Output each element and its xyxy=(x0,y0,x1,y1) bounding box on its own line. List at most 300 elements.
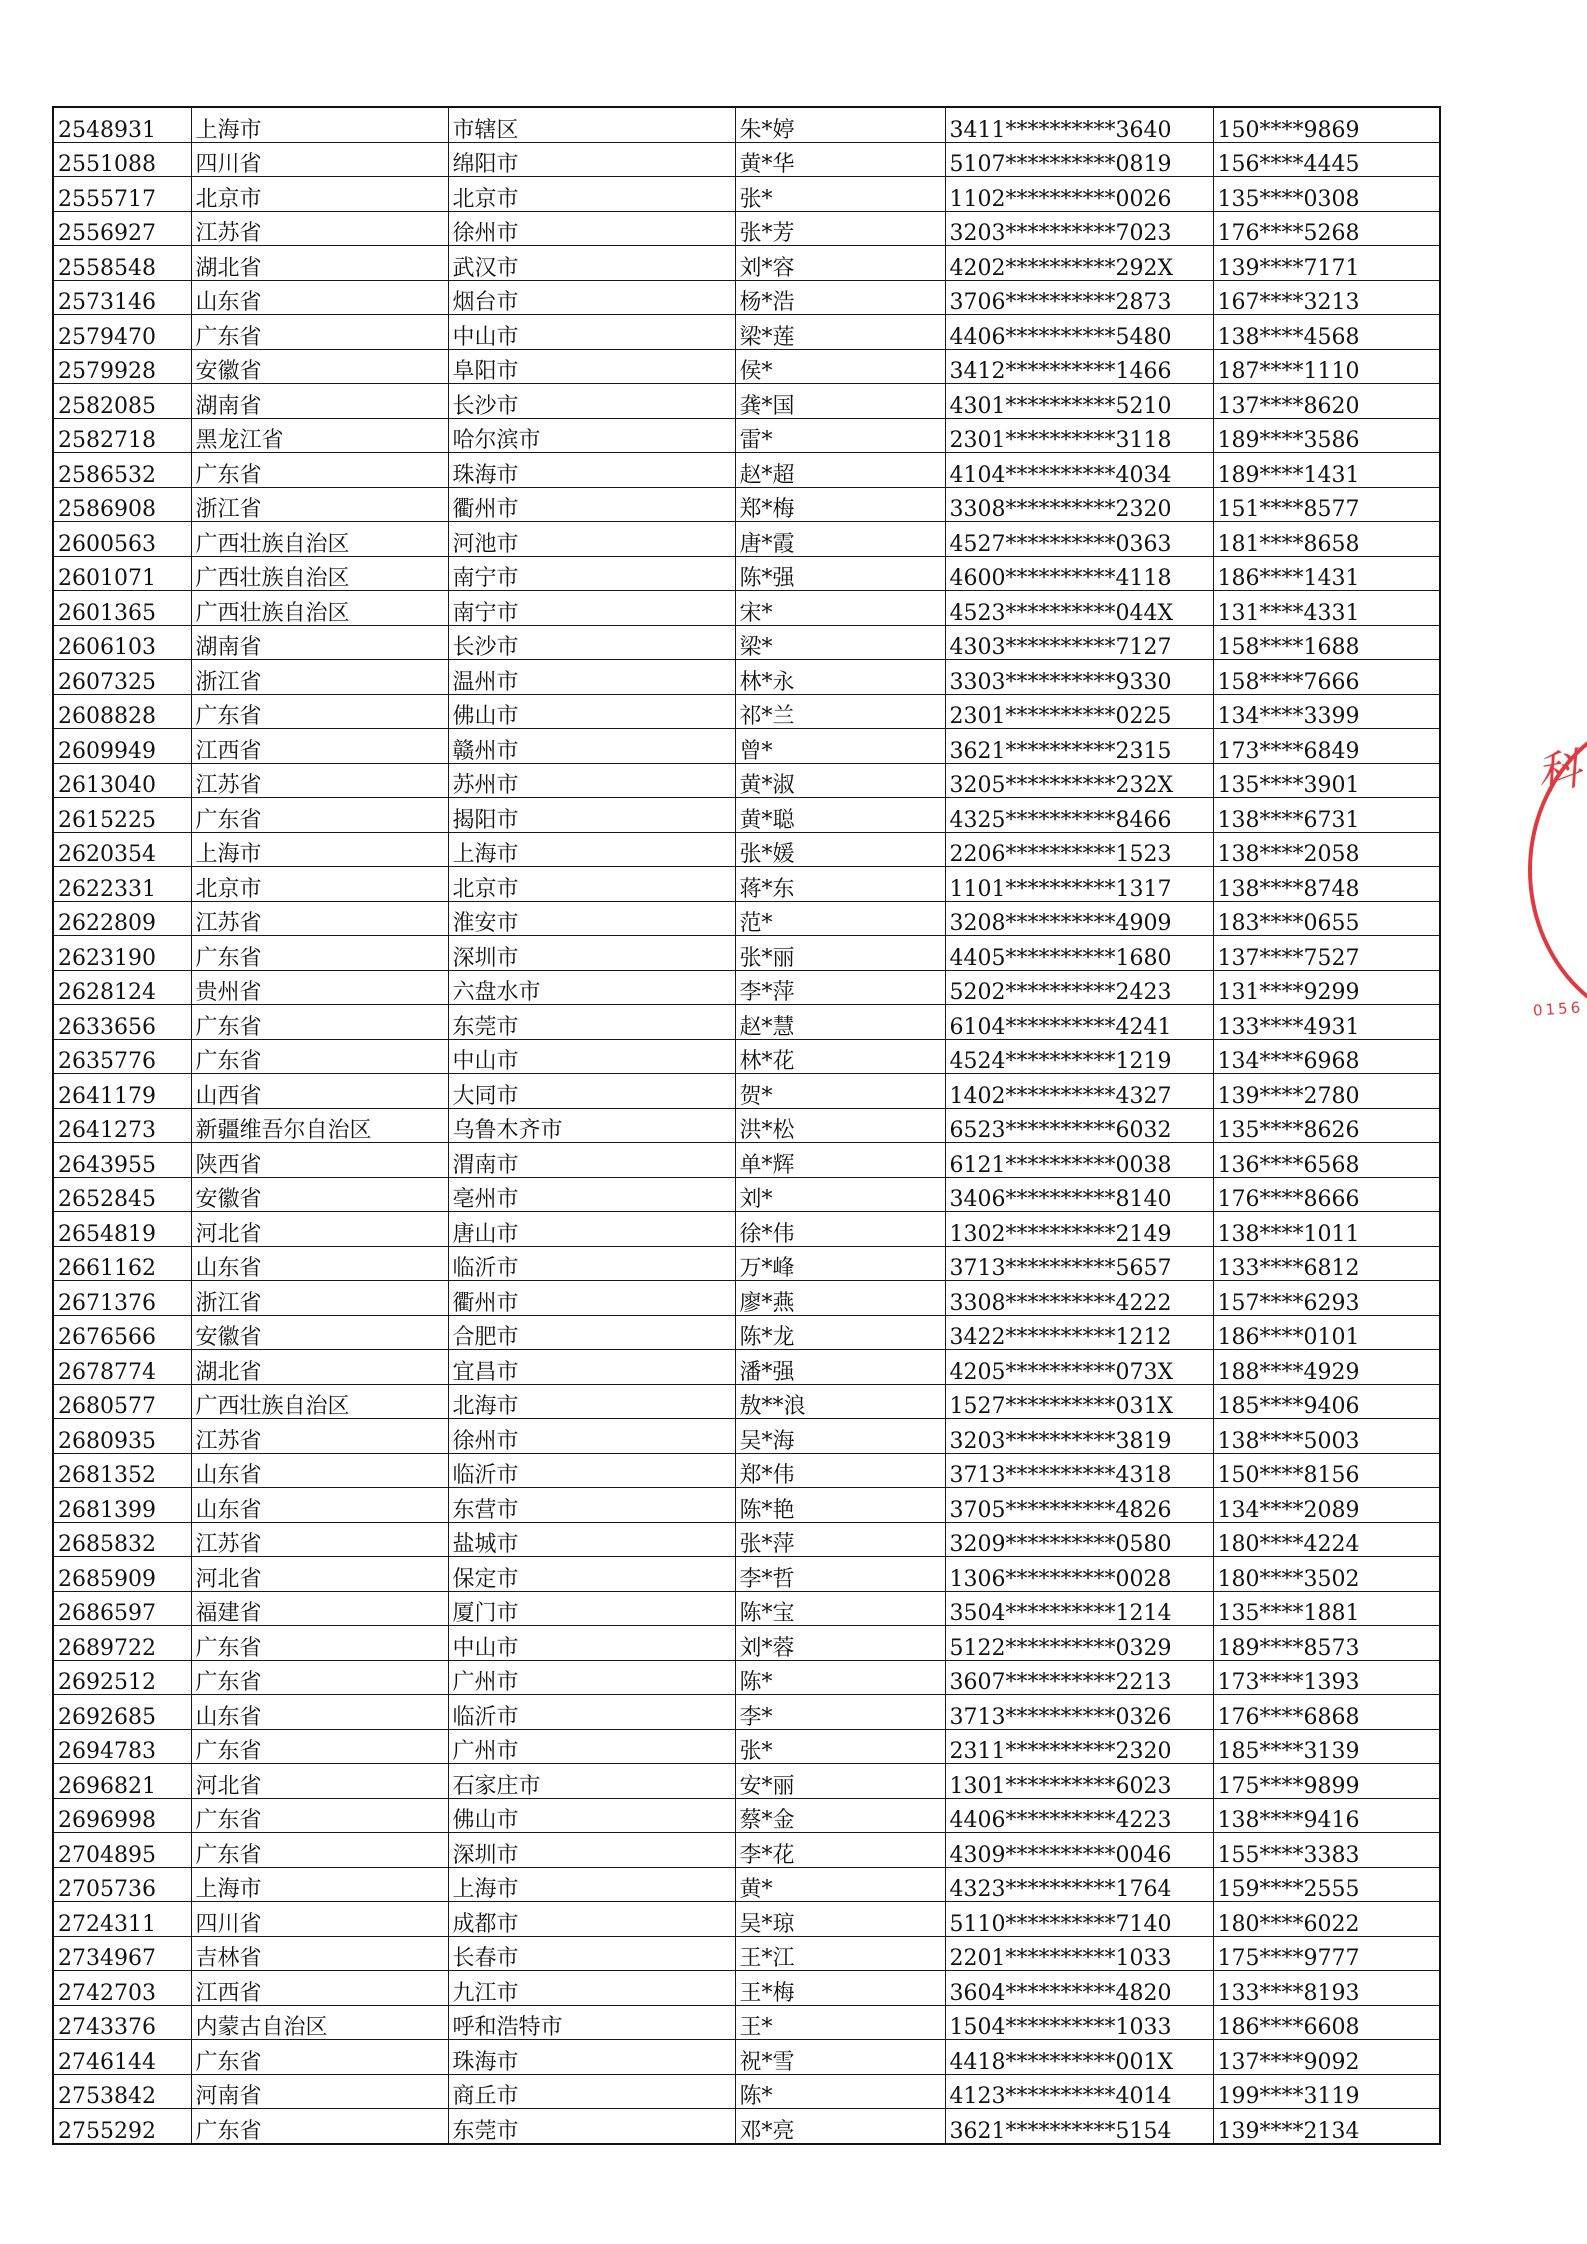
name-cell: 李*花 xyxy=(735,1833,945,1868)
name-cell: 吴*海 xyxy=(735,1419,945,1454)
id-number-cell: 3706**********2873 xyxy=(945,280,1213,315)
record-id-cell: 2680577 xyxy=(53,1384,191,1419)
table-row xyxy=(53,1212,1440,1247)
city-cell: 中山市 xyxy=(448,1626,735,1661)
province-cell: 北京市 xyxy=(191,177,448,212)
city-cell: 北海市 xyxy=(448,1384,735,1419)
city-cell: 南宁市 xyxy=(448,556,735,591)
province-cell: 内蒙古自治区 xyxy=(191,2005,448,2040)
province-cell: 江苏省 xyxy=(191,1419,448,1454)
table-row xyxy=(53,1936,1440,1971)
province-cell: 安徽省 xyxy=(191,349,448,384)
table-row xyxy=(53,625,1440,660)
record-id-cell: 2609949 xyxy=(53,729,191,764)
name-cell: 唐*霞 xyxy=(735,522,945,557)
id-number-cell: 4309**********0046 xyxy=(945,1833,1213,1868)
table-row xyxy=(53,1143,1440,1178)
name-cell: 单*辉 xyxy=(735,1143,945,1178)
id-number-cell: 5202**********2423 xyxy=(945,970,1213,1005)
id-number-cell: 3412**********1466 xyxy=(945,349,1213,384)
province-cell: 江苏省 xyxy=(191,901,448,936)
name-cell: 龚*国 xyxy=(735,384,945,419)
province-cell: 新疆维吾尔自治区 xyxy=(191,1108,448,1143)
city-cell: 唐山市 xyxy=(448,1212,735,1247)
table-row xyxy=(53,1522,1440,1557)
id-number-cell: 3303**********9330 xyxy=(945,660,1213,695)
id-number-cell: 1402**********4327 xyxy=(945,1074,1213,1109)
table-row xyxy=(53,556,1440,591)
table-row xyxy=(53,660,1440,695)
city-cell: 广州市 xyxy=(448,1729,735,1764)
record-id-cell: 2681399 xyxy=(53,1488,191,1523)
table-row xyxy=(53,1833,1440,1868)
name-cell: 徐*伟 xyxy=(735,1212,945,1247)
record-id-cell: 2551088 xyxy=(53,142,191,177)
phone-cell: 176****6868 xyxy=(1213,1695,1440,1730)
phone-cell: 138****4568 xyxy=(1213,315,1440,350)
phone-cell: 151****8577 xyxy=(1213,487,1440,522)
name-cell: 祝*雪 xyxy=(735,2040,945,2075)
table-row xyxy=(53,1246,1440,1281)
province-cell: 湖南省 xyxy=(191,384,448,419)
name-cell: 张*萍 xyxy=(735,1522,945,1557)
province-cell: 广西壮族自治区 xyxy=(191,591,448,626)
name-cell: 陈*艳 xyxy=(735,1488,945,1523)
table-row xyxy=(53,2005,1440,2040)
table-row xyxy=(53,1384,1440,1419)
name-cell: 祁*兰 xyxy=(735,694,945,729)
province-cell: 广东省 xyxy=(191,1626,448,1661)
name-cell: 王*梅 xyxy=(735,1971,945,2006)
city-cell: 北京市 xyxy=(448,177,735,212)
province-cell: 广西壮族自治区 xyxy=(191,556,448,591)
id-number-cell: 5107**********0819 xyxy=(945,142,1213,177)
province-cell: 广东省 xyxy=(191,2040,448,2075)
id-number-cell: 4600**********4118 xyxy=(945,556,1213,591)
province-cell: 湖南省 xyxy=(191,625,448,660)
province-cell: 广东省 xyxy=(191,1660,448,1695)
city-cell: 临沂市 xyxy=(448,1695,735,1730)
name-cell: 刘*蓉 xyxy=(735,1626,945,1661)
city-cell: 上海市 xyxy=(448,1867,735,1902)
province-cell: 广东省 xyxy=(191,798,448,833)
record-id-cell: 2620354 xyxy=(53,832,191,867)
city-cell: 呼和浩特市 xyxy=(448,2005,735,2040)
name-cell: 蒋*东 xyxy=(735,867,945,902)
name-cell: 黄*华 xyxy=(735,142,945,177)
province-cell: 江西省 xyxy=(191,1971,448,2006)
phone-cell: 133****4931 xyxy=(1213,1005,1440,1040)
record-id-cell: 2724311 xyxy=(53,1902,191,1937)
phone-cell: 158****1688 xyxy=(1213,625,1440,660)
record-id-cell: 2652845 xyxy=(53,1177,191,1212)
record-id-cell: 2586908 xyxy=(53,487,191,522)
table-row xyxy=(53,453,1440,488)
name-cell: 黄*淑 xyxy=(735,763,945,798)
name-cell: 黄*聪 xyxy=(735,798,945,833)
name-cell: 王* xyxy=(735,2005,945,2040)
table-row xyxy=(53,280,1440,315)
id-number-cell: 3209**********0580 xyxy=(945,1522,1213,1557)
city-cell: 绵阳市 xyxy=(448,142,735,177)
city-cell: 武汉市 xyxy=(448,246,735,281)
id-number-cell: 2206**********1523 xyxy=(945,832,1213,867)
name-cell: 郑*梅 xyxy=(735,487,945,522)
province-cell: 上海市 xyxy=(191,107,448,142)
province-cell: 山东省 xyxy=(191,1488,448,1523)
table-row xyxy=(53,522,1440,557)
name-cell: 邓*亮 xyxy=(735,2109,945,2144)
name-cell: 敖**浪 xyxy=(735,1384,945,1419)
province-cell: 河北省 xyxy=(191,1764,448,1799)
record-id-cell: 2685909 xyxy=(53,1557,191,1592)
name-cell: 杨*浩 xyxy=(735,280,945,315)
record-id-cell: 2686597 xyxy=(53,1591,191,1626)
city-cell: 广州市 xyxy=(448,1660,735,1695)
name-cell: 李* xyxy=(735,1695,945,1730)
phone-cell: 159****2555 xyxy=(1213,1867,1440,1902)
name-cell: 吴*琼 xyxy=(735,1902,945,1937)
province-cell: 河南省 xyxy=(191,2074,448,2109)
name-cell: 陈* xyxy=(735,1660,945,1695)
record-id-cell: 2579470 xyxy=(53,315,191,350)
province-cell: 广东省 xyxy=(191,2109,448,2144)
city-cell: 临沂市 xyxy=(448,1246,735,1281)
record-id-cell: 2548931 xyxy=(53,107,191,142)
record-id-cell: 2606103 xyxy=(53,625,191,660)
id-number-cell: 4406**********4223 xyxy=(945,1798,1213,1833)
record-id-cell: 2743376 xyxy=(53,2005,191,2040)
id-number-cell: 3406**********8140 xyxy=(945,1177,1213,1212)
id-number-cell: 4523**********044X xyxy=(945,591,1213,626)
city-cell: 深圳市 xyxy=(448,1833,735,1868)
id-number-cell: 4405**********1680 xyxy=(945,936,1213,971)
record-id-cell: 2734967 xyxy=(53,1936,191,1971)
record-id-cell: 2600563 xyxy=(53,522,191,557)
record-id-cell: 2615225 xyxy=(53,798,191,833)
table-row xyxy=(53,1798,1440,1833)
phone-cell: 180****4224 xyxy=(1213,1522,1440,1557)
table-row xyxy=(53,1557,1440,1592)
record-id-cell: 2608828 xyxy=(53,694,191,729)
table-row xyxy=(53,1695,1440,1730)
name-cell: 赵*慧 xyxy=(735,1005,945,1040)
name-cell: 陈*宝 xyxy=(735,1591,945,1626)
phone-cell: 131****9299 xyxy=(1213,970,1440,1005)
city-cell: 北京市 xyxy=(448,867,735,902)
city-cell: 亳州市 xyxy=(448,1177,735,1212)
province-cell: 广东省 xyxy=(191,315,448,350)
phone-cell: 175****9777 xyxy=(1213,1936,1440,1971)
province-cell: 江苏省 xyxy=(191,1522,448,1557)
name-cell: 王*江 xyxy=(735,1936,945,1971)
record-id-cell: 2613040 xyxy=(53,763,191,798)
table-row xyxy=(53,591,1440,626)
record-id-cell: 2586532 xyxy=(53,453,191,488)
name-cell: 张*媛 xyxy=(735,832,945,867)
table-row xyxy=(53,867,1440,902)
record-id-cell: 2680935 xyxy=(53,1419,191,1454)
name-cell: 蔡*金 xyxy=(735,1798,945,1833)
city-cell: 保定市 xyxy=(448,1557,735,1592)
province-cell: 广西壮族自治区 xyxy=(191,1384,448,1419)
table-row xyxy=(53,729,1440,764)
id-number-cell: 3604**********4820 xyxy=(945,1971,1213,2006)
id-number-cell: 3713**********5657 xyxy=(945,1246,1213,1281)
id-number-cell: 6104**********4241 xyxy=(945,1005,1213,1040)
name-cell: 张*芳 xyxy=(735,211,945,246)
city-cell: 商丘市 xyxy=(448,2074,735,2109)
record-table xyxy=(52,106,1441,2145)
table-row xyxy=(53,694,1440,729)
table-row xyxy=(53,763,1440,798)
city-cell: 乌鲁木齐市 xyxy=(448,1108,735,1143)
city-cell: 九江市 xyxy=(448,1971,735,2006)
phone-cell: 157****6293 xyxy=(1213,1281,1440,1316)
red-seal-stamp xyxy=(1528,710,1587,1040)
city-cell: 长沙市 xyxy=(448,625,735,660)
phone-cell: 186****0101 xyxy=(1213,1315,1440,1350)
province-cell: 安徽省 xyxy=(191,1315,448,1350)
phone-cell: 158****7666 xyxy=(1213,660,1440,695)
id-number-cell: 2301**********0225 xyxy=(945,694,1213,729)
phone-cell: 199****3119 xyxy=(1213,2074,1440,2109)
record-id-cell: 2704895 xyxy=(53,1833,191,1868)
city-cell: 东营市 xyxy=(448,1488,735,1523)
phone-cell: 135****0308 xyxy=(1213,177,1440,212)
id-number-cell: 5122**********0329 xyxy=(945,1626,1213,1661)
province-cell: 广东省 xyxy=(191,453,448,488)
id-number-cell: 5110**********7140 xyxy=(945,1902,1213,1937)
phone-cell: 189****1431 xyxy=(1213,453,1440,488)
province-cell: 浙江省 xyxy=(191,660,448,695)
record-table-body xyxy=(53,107,1440,2144)
table-row xyxy=(53,1315,1440,1350)
table-row xyxy=(53,1626,1440,1661)
record-id-cell: 2689722 xyxy=(53,1626,191,1661)
phone-cell: 134****2089 xyxy=(1213,1488,1440,1523)
phone-cell: 189****3586 xyxy=(1213,418,1440,453)
record-id-cell: 2671376 xyxy=(53,1281,191,1316)
record-id-cell: 2676566 xyxy=(53,1315,191,1350)
id-number-cell: 6121**********0038 xyxy=(945,1143,1213,1178)
city-cell: 河池市 xyxy=(448,522,735,557)
city-cell: 徐州市 xyxy=(448,1419,735,1454)
record-id-cell: 2705736 xyxy=(53,1867,191,1902)
record-id-cell: 2746144 xyxy=(53,2040,191,2075)
id-number-cell: 1527**********031X xyxy=(945,1384,1213,1419)
province-cell: 江苏省 xyxy=(191,763,448,798)
province-cell: 广东省 xyxy=(191,1729,448,1764)
name-cell: 张* xyxy=(735,177,945,212)
id-number-cell: 3203**********7023 xyxy=(945,211,1213,246)
record-id-cell: 2573146 xyxy=(53,280,191,315)
table-row xyxy=(53,1453,1440,1488)
phone-cell: 156****4445 xyxy=(1213,142,1440,177)
id-number-cell: 3504**********1214 xyxy=(945,1591,1213,1626)
city-cell: 宜昌市 xyxy=(448,1350,735,1385)
province-cell: 江西省 xyxy=(191,729,448,764)
table-row xyxy=(53,1108,1440,1143)
phone-cell: 183****0655 xyxy=(1213,901,1440,936)
name-cell: 赵*超 xyxy=(735,453,945,488)
table-row xyxy=(53,1005,1440,1040)
phone-cell: 138****1011 xyxy=(1213,1212,1440,1247)
city-cell: 中山市 xyxy=(448,315,735,350)
phone-cell: 185****3139 xyxy=(1213,1729,1440,1764)
record-id-cell: 2635776 xyxy=(53,1039,191,1074)
id-number-cell: 2311**********2320 xyxy=(945,1729,1213,1764)
city-cell: 珠海市 xyxy=(448,2040,735,2075)
table-row xyxy=(53,832,1440,867)
id-number-cell: 3308**********2320 xyxy=(945,487,1213,522)
province-cell: 山东省 xyxy=(191,1695,448,1730)
id-number-cell: 1504**********1033 xyxy=(945,2005,1213,2040)
phone-cell: 138****2058 xyxy=(1213,832,1440,867)
name-cell: 万*峰 xyxy=(735,1246,945,1281)
phone-cell: 134****3399 xyxy=(1213,694,1440,729)
name-cell: 安*丽 xyxy=(735,1764,945,1799)
table-row xyxy=(53,1660,1440,1695)
phone-cell: 155****3383 xyxy=(1213,1833,1440,1868)
table-row xyxy=(53,418,1440,453)
phone-cell: 137****8620 xyxy=(1213,384,1440,419)
id-number-cell: 4418**********001X xyxy=(945,2040,1213,2075)
name-cell: 雷* xyxy=(735,418,945,453)
id-number-cell: 3621**********2315 xyxy=(945,729,1213,764)
table-row xyxy=(53,246,1440,281)
id-number-cell: 4524**********1219 xyxy=(945,1039,1213,1074)
name-cell: 贺* xyxy=(735,1074,945,1109)
phone-cell: 138****8748 xyxy=(1213,867,1440,902)
record-id-cell: 2582085 xyxy=(53,384,191,419)
id-number-cell: 4325**********8466 xyxy=(945,798,1213,833)
province-cell: 上海市 xyxy=(191,1867,448,1902)
city-cell: 佛山市 xyxy=(448,1798,735,1833)
record-id-cell: 2643955 xyxy=(53,1143,191,1178)
record-id-cell: 2607325 xyxy=(53,660,191,695)
city-cell: 淮安市 xyxy=(448,901,735,936)
name-cell: 林*花 xyxy=(735,1039,945,1074)
province-cell: 广东省 xyxy=(191,1798,448,1833)
phone-cell: 138****6731 xyxy=(1213,798,1440,833)
city-cell: 苏州市 xyxy=(448,763,735,798)
id-number-cell: 4123**********4014 xyxy=(945,2074,1213,2109)
city-cell: 哈尔滨市 xyxy=(448,418,735,453)
table-row xyxy=(53,2040,1440,2075)
id-number-cell: 4527**********0363 xyxy=(945,522,1213,557)
phone-cell: 176****8666 xyxy=(1213,1177,1440,1212)
phone-cell: 180****3502 xyxy=(1213,1557,1440,1592)
id-number-cell: 3713**********0326 xyxy=(945,1695,1213,1730)
phone-cell: 187****1110 xyxy=(1213,349,1440,384)
record-id-cell: 2696998 xyxy=(53,1798,191,1833)
name-cell: 洪*松 xyxy=(735,1108,945,1143)
province-cell: 河北省 xyxy=(191,1557,448,1592)
city-cell: 上海市 xyxy=(448,832,735,867)
phone-cell: 137****7527 xyxy=(1213,936,1440,971)
table-row xyxy=(53,142,1440,177)
city-cell: 长沙市 xyxy=(448,384,735,419)
id-number-cell: 2201**********1033 xyxy=(945,1936,1213,1971)
province-cell: 山东省 xyxy=(191,1246,448,1281)
id-number-cell: 1301**********6023 xyxy=(945,1764,1213,1799)
record-id-cell: 2678774 xyxy=(53,1350,191,1385)
name-cell: 梁*莲 xyxy=(735,315,945,350)
table-row xyxy=(53,384,1440,419)
table-row xyxy=(53,1591,1440,1626)
table-row xyxy=(53,798,1440,833)
id-number-cell: 1101**********1317 xyxy=(945,867,1213,902)
province-cell: 福建省 xyxy=(191,1591,448,1626)
table-row xyxy=(53,970,1440,1005)
record-id-cell: 2654819 xyxy=(53,1212,191,1247)
province-cell: 贵州省 xyxy=(191,970,448,1005)
record-id-cell: 2601365 xyxy=(53,591,191,626)
phone-cell: 139****2134 xyxy=(1213,2109,1440,2144)
province-cell: 广东省 xyxy=(191,936,448,971)
phone-cell: 180****6022 xyxy=(1213,1902,1440,1937)
record-id-cell: 2579928 xyxy=(53,349,191,384)
record-id-cell: 2628124 xyxy=(53,970,191,1005)
id-number-cell: 2301**********3118 xyxy=(945,418,1213,453)
province-cell: 四川省 xyxy=(191,142,448,177)
record-id-cell: 2641179 xyxy=(53,1074,191,1109)
city-cell: 中山市 xyxy=(448,1039,735,1074)
table-row xyxy=(53,211,1440,246)
record-id-cell: 2641273 xyxy=(53,1108,191,1143)
city-cell: 六盘水市 xyxy=(448,970,735,1005)
record-id-cell: 2685832 xyxy=(53,1522,191,1557)
table-row xyxy=(53,901,1440,936)
phone-cell: 188****4929 xyxy=(1213,1350,1440,1385)
name-cell: 张* xyxy=(735,1729,945,1764)
province-cell: 上海市 xyxy=(191,832,448,867)
province-cell: 江苏省 xyxy=(191,211,448,246)
city-cell: 渭南市 xyxy=(448,1143,735,1178)
phone-cell: 175****9899 xyxy=(1213,1764,1440,1799)
phone-cell: 167****3213 xyxy=(1213,280,1440,315)
id-number-cell: 3705**********4826 xyxy=(945,1488,1213,1523)
id-number-cell: 3607**********2213 xyxy=(945,1660,1213,1695)
id-number-cell: 3308**********4222 xyxy=(945,1281,1213,1316)
name-cell: 李*萍 xyxy=(735,970,945,1005)
city-cell: 临沂市 xyxy=(448,1453,735,1488)
table-row xyxy=(53,1764,1440,1799)
id-number-cell: 4202**********292X xyxy=(945,246,1213,281)
name-cell: 宋* xyxy=(735,591,945,626)
record-id-cell: 2558548 xyxy=(53,246,191,281)
phone-cell: 139****2780 xyxy=(1213,1074,1440,1109)
id-number-cell: 3422**********1212 xyxy=(945,1315,1213,1350)
id-number-cell: 1302**********2149 xyxy=(945,1212,1213,1247)
table-row xyxy=(53,1488,1440,1523)
city-cell: 东莞市 xyxy=(448,2109,735,2144)
province-cell: 山东省 xyxy=(191,1453,448,1488)
phone-cell: 173****6849 xyxy=(1213,729,1440,764)
city-cell: 珠海市 xyxy=(448,453,735,488)
name-cell: 刘*容 xyxy=(735,246,945,281)
province-cell: 河北省 xyxy=(191,1212,448,1247)
province-cell: 吉林省 xyxy=(191,1936,448,1971)
phone-cell: 173****1393 xyxy=(1213,1660,1440,1695)
province-cell: 山东省 xyxy=(191,280,448,315)
record-id-cell: 2661162 xyxy=(53,1246,191,1281)
record-id-cell: 2692685 xyxy=(53,1695,191,1730)
record-id-cell: 2633656 xyxy=(53,1005,191,1040)
phone-cell: 150****8156 xyxy=(1213,1453,1440,1488)
name-cell: 潘*强 xyxy=(735,1350,945,1385)
